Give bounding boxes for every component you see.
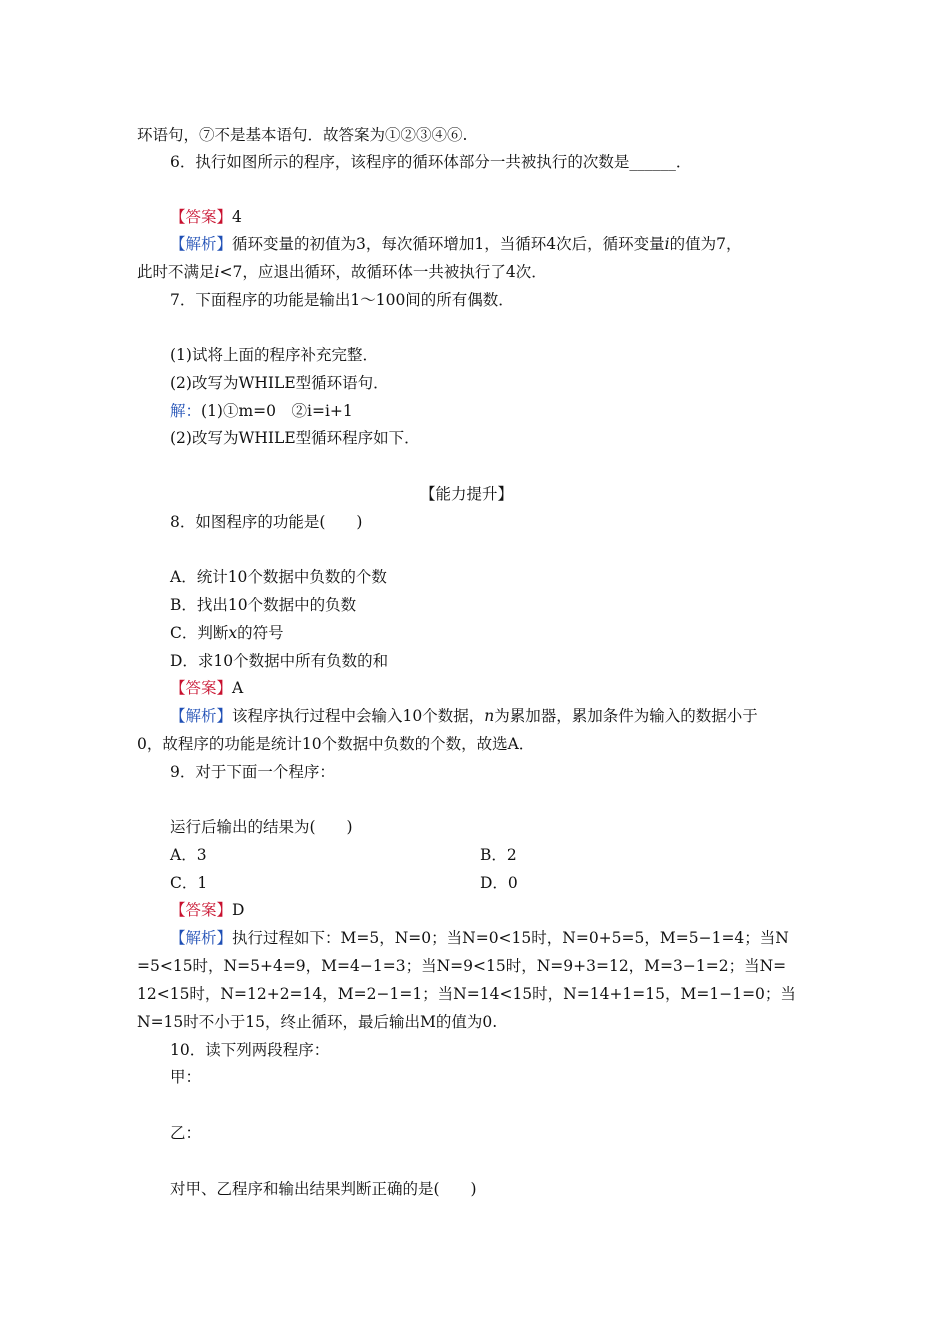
q8-analysis-line-1 [170,706,758,726]
q9-option-c: C．1 [170,874,208,892]
analysis-text: 循环变量的初值为3，每次循环增加1，当循环4次后，循环变量 [232,235,665,253]
analysis-text: 该程序执行过程中会输入10个数据， [232,707,485,725]
q6-analysis-line-2 [137,262,547,282]
q8-option-c [170,623,284,643]
option-text: C．判断 [170,624,229,642]
variable-n: n [484,707,495,725]
analysis-tag: 【解析】 [170,707,233,725]
answer-value: A [232,679,244,697]
q9-stem: 运行后输出的结果为( ) [170,818,353,836]
variable-i: i [214,263,220,281]
q6-analysis-line-1 [170,234,741,254]
analysis-text: 此时不满足 [137,263,215,281]
q8-answer [170,678,243,698]
q7-part-1: (1)试将上面的程序补充完整． [170,346,378,364]
q7-solution-line-2: (2)改写为WHILE型循环程序如下． [170,429,420,447]
q9-analysis-line-4: N=15时不小于15，终止循环，最后输出M的值为0. [137,1013,498,1031]
variable-i: i [664,235,670,253]
q7-part-2: (2)改写为WHILE型循环语句． [170,374,389,392]
q8-option-a: A．统计10个数据中负数的个数 [170,568,387,586]
analysis-text: 执行过程如下：M=5，N=0；当N=0<15时，N=0+5=5，M=5−1=4；当N [232,929,789,947]
question-10: 10．读下列两段程序： [170,1041,330,1059]
q9-option-b: B．2 [480,846,517,864]
answer-value: D [232,901,245,919]
analysis-text: 的值为7， [669,235,742,253]
q8-analysis-line-2: 0，故程序的功能是统计10个数据中负数的个数，故选A． [137,735,535,753]
answer-tag: 【答案】 [170,679,233,697]
q7-solution-line-1 [170,401,353,421]
variable-x: x [228,624,238,642]
q9-analysis-line-3: 12<15时，N=12+2=14，M=2−1=1；当N=14<15时，N=14+1=15，M=1−1=0；当 [137,985,796,1003]
answer-tag: 【答案】 [170,901,233,919]
q8-option-b: B．找出10个数据中的负数 [170,596,357,614]
question-9: 9．对于下面一个程序： [170,763,335,781]
question-6: 6．执行如图所示的程序，该程序的循环体部分一共被执行的次数是______． [170,153,692,171]
q9-option-a: A．3 [170,846,207,864]
answer-tag: 【答案】 [170,208,233,226]
q9-option-d: D．0 [480,874,518,892]
q8-option-d: D．求10个数据中所有负数的和 [170,652,389,670]
analysis-tag: 【解析】 [170,235,233,253]
program-jia-label: 甲： [170,1068,202,1086]
program-yi-label: 乙： [170,1124,202,1142]
analysis-text: 为累加器，累加条件为输入的数据小于 [494,707,758,725]
analysis-tag: 【解析】 [170,929,233,947]
question-7: 7．下面程序的功能是输出1～100间的所有偶数． [170,291,514,309]
option-text: 的符号 [237,624,284,642]
answer-value: 4 [232,208,242,226]
solution-tag: 解： [170,402,202,420]
q9-analysis-line-1 [170,928,789,948]
analysis-text: <7，应退出循环，故循环体一共被执行了4次． [219,263,547,281]
q10-stem: 对甲、乙程序和输出结果判断正确的是( ) [170,1180,477,1198]
solution-text: (1)①m=0 ②i=i+1 [201,402,353,420]
section-title: 【能力提升】 [420,485,514,503]
previous-answer-tail: 环语句，⑦不是基本语句．故答案为①②③④⑥. [137,126,468,144]
q6-answer [170,207,242,227]
question-8: 8．如图程序的功能是( ) [170,513,363,531]
q9-analysis-line-2: =5<15时，N=5+4=9，M=4−1=3；当N=9<15时，N=9+3=12，M=3−1=2；当N= [137,957,787,975]
q9-answer [170,900,244,920]
